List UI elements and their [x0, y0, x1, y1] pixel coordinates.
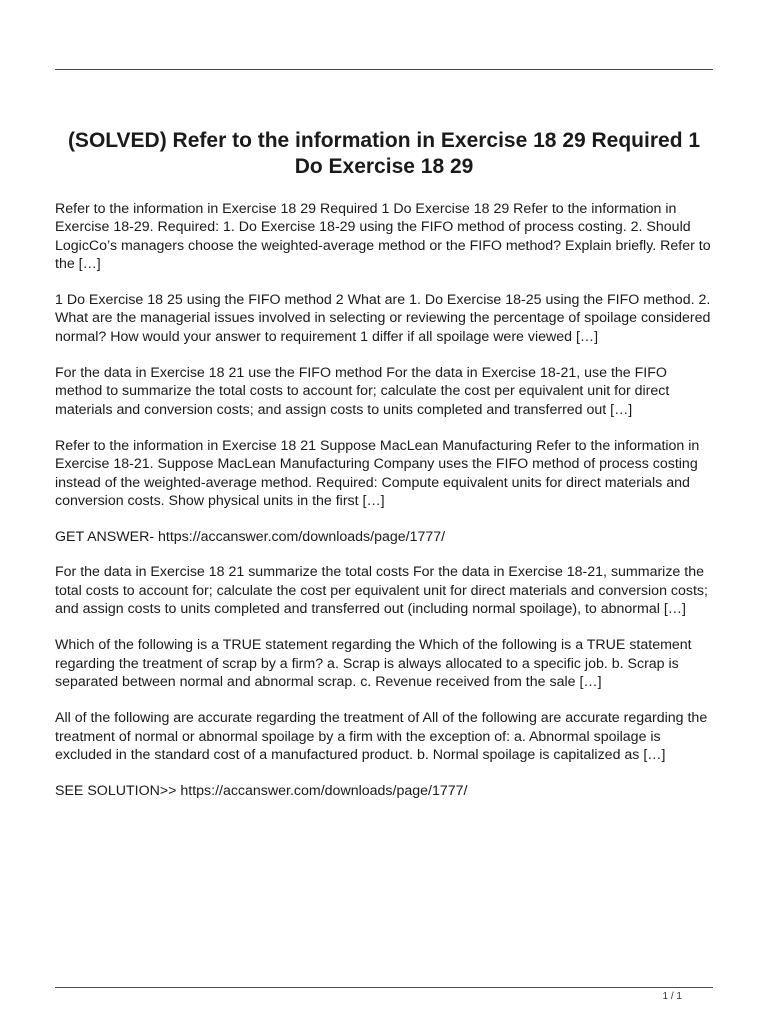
page-number: 1 / 1 [662, 991, 682, 1002]
paragraph-scrap-true-statement: Which of the following is a TRUE statement regarding the Which of the following is a TRUE statement regarding the treatment of scrap by a firm? a. Scrap is always allocated to a specific job. b. Scrap is separated between normal and abnormal scrap. c. Revenue received from the sale […] [55, 637, 692, 690]
see-solution-link[interactable]: SEE SOLUTION>> https://accanswer.com/downloads/page/1777/ [55, 783, 468, 800]
footer-rule [55, 987, 713, 988]
header-rule [55, 69, 713, 70]
paragraph-exercise-18-25: 1 Do Exercise 18 25 using the FIFO method 2 What are 1. Do Exercise 18-25 using the FIFO method. 2. What are the managerial issues involved in selecting or reviewing the percentage of spoilage considered normal? How would your answer to requirement 1 differ if all spoilage were viewed […] [55, 292, 711, 345]
get-answer-link[interactable]: GET ANSWER- https://accanswer.com/downloads/page/1777/ [55, 529, 446, 546]
document-title: (SOLVED) Refer to the information in Exercise 18 29 Required 1 Do Exercise 18 29 [67, 129, 701, 178]
paragraph-spoilage-treatment: All of the following are accurate regarding the treatment of All of the following are accurate regarding the treatment of normal or abnormal spoilage by a firm with the exception of: a. Abnormal spoilage is excluded in the standard cost of a manufactured product. b. Normal spoilage is capitalized as […] [55, 710, 708, 763]
paragraph-summarize-total-costs: For the data in Exercise 18 21 summarize the total costs For the data in Exercise 18-21, summarize the total costs to account for; calculate the cost per equivalent unit for direct materials and conversion costs; and assign costs to units completed and transferred out (including normal spoilage), to abnormal […] [55, 564, 708, 618]
paragraph-exercise-18-29: Refer to the information in Exercise 18 29 Required 1 Do Exercise 18 29 Refer to the information in Exercise 18-29. Required: 1. Do Exercise 18-29 using the FIFO method of process costing. 2. Should LogicCo’s managers choose the weighted-average method or the FIFO method? Explain briefly. Refer to the […] [55, 201, 711, 272]
paragraph-maclean-manufacturing: Refer to the information in Exercise 18 21 Suppose MacLean Manufacturing Refer to the information in Exercise 18-21. Suppose MacLean Manufacturing Company uses the FIFO method of process costing instead of the weighted-average method. Required: Compute equivalent units for direct materials and conversion costs. Show physical units in the first […] [55, 437, 700, 509]
paragraph-exercise-18-21-fifo: For the data in Exercise 18 21 use the FIFO method For the data in Exercise 18-21, use the FIFO method to summarize the total costs to account for; calculate the cost per equivalent unit for direct materials and conversion costs; and assign costs to units completed and transferred out […] [55, 365, 670, 418]
document-body [55, 200, 715, 817]
